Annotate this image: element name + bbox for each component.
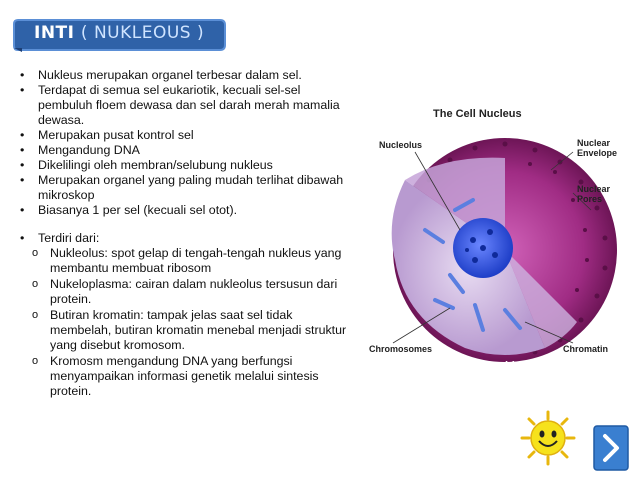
bullet-list-2	[18, 231, 348, 246]
sub-list-item: o Kromosm mengandung DNA yang berfungsi menyampaikan informasi genetik melalui sintesis protein.	[32, 354, 319, 398]
cell-nucleus-diagram	[355, 100, 630, 385]
title-sub: ( NUKLEOUS )	[80, 23, 205, 43]
diagram-title: The Cell Nucleus	[433, 108, 522, 120]
list-item: • Terdiri dari:	[20, 231, 100, 245]
sub-list	[18, 246, 348, 399]
label-nuclear-envelope: Nuclear Envelope	[577, 138, 618, 158]
list-item: • Terdapat di semua sel eukariotik, kecuali sel-sel pembuluh floem dewasa dan sel darah merah mamalia dewasa.	[20, 83, 340, 127]
bullet-list	[18, 68, 348, 218]
sub-list-item: o Nukleolus: spot gelap di tengah-tengah nukleus yang membantu membuat ribosom	[32, 246, 342, 275]
title-banner	[12, 18, 227, 52]
title-main: INTI	[34, 23, 75, 43]
list-item: • Nukleus merupakan organel terbesar dalam sel.	[20, 68, 302, 82]
page-title	[34, 23, 204, 43]
sub-list-item: o Butiran kromatin: tampak jelas saat sel tidak membelah, butiran kromatin menebal menjadi struktur yang disebut kromosom.	[32, 308, 347, 352]
sub-list-item: o Nukeloplasma: cairan dalam nukleolus tersusun dari protein.	[32, 277, 338, 306]
list-item: • Merupakan pusat kontrol sel	[20, 128, 194, 142]
list-item: • Merupakan organel yang paling mudah terlihat dibawah mikroskop	[20, 173, 344, 202]
list-item: • Dikelilingi oleh membran/selubung nukleus	[20, 158, 273, 172]
watermark: biologi media centre	[505, 360, 612, 372]
label-nucleolus: Nucleolus	[379, 140, 423, 150]
label-chromatin: Chromatin	[563, 344, 608, 354]
list-item: • Mengandung DNA	[20, 143, 140, 157]
label-nuclear-pores: Nuclear Pores	[577, 184, 611, 204]
list-item: • Biasanya 1 per sel (kecuali sel otot).	[20, 203, 238, 217]
content-body	[18, 68, 348, 400]
smiley-sun-icon	[520, 410, 576, 466]
next-arrow-icon[interactable]	[593, 425, 629, 471]
label-chromosomes: Chromosomes	[369, 344, 433, 354]
